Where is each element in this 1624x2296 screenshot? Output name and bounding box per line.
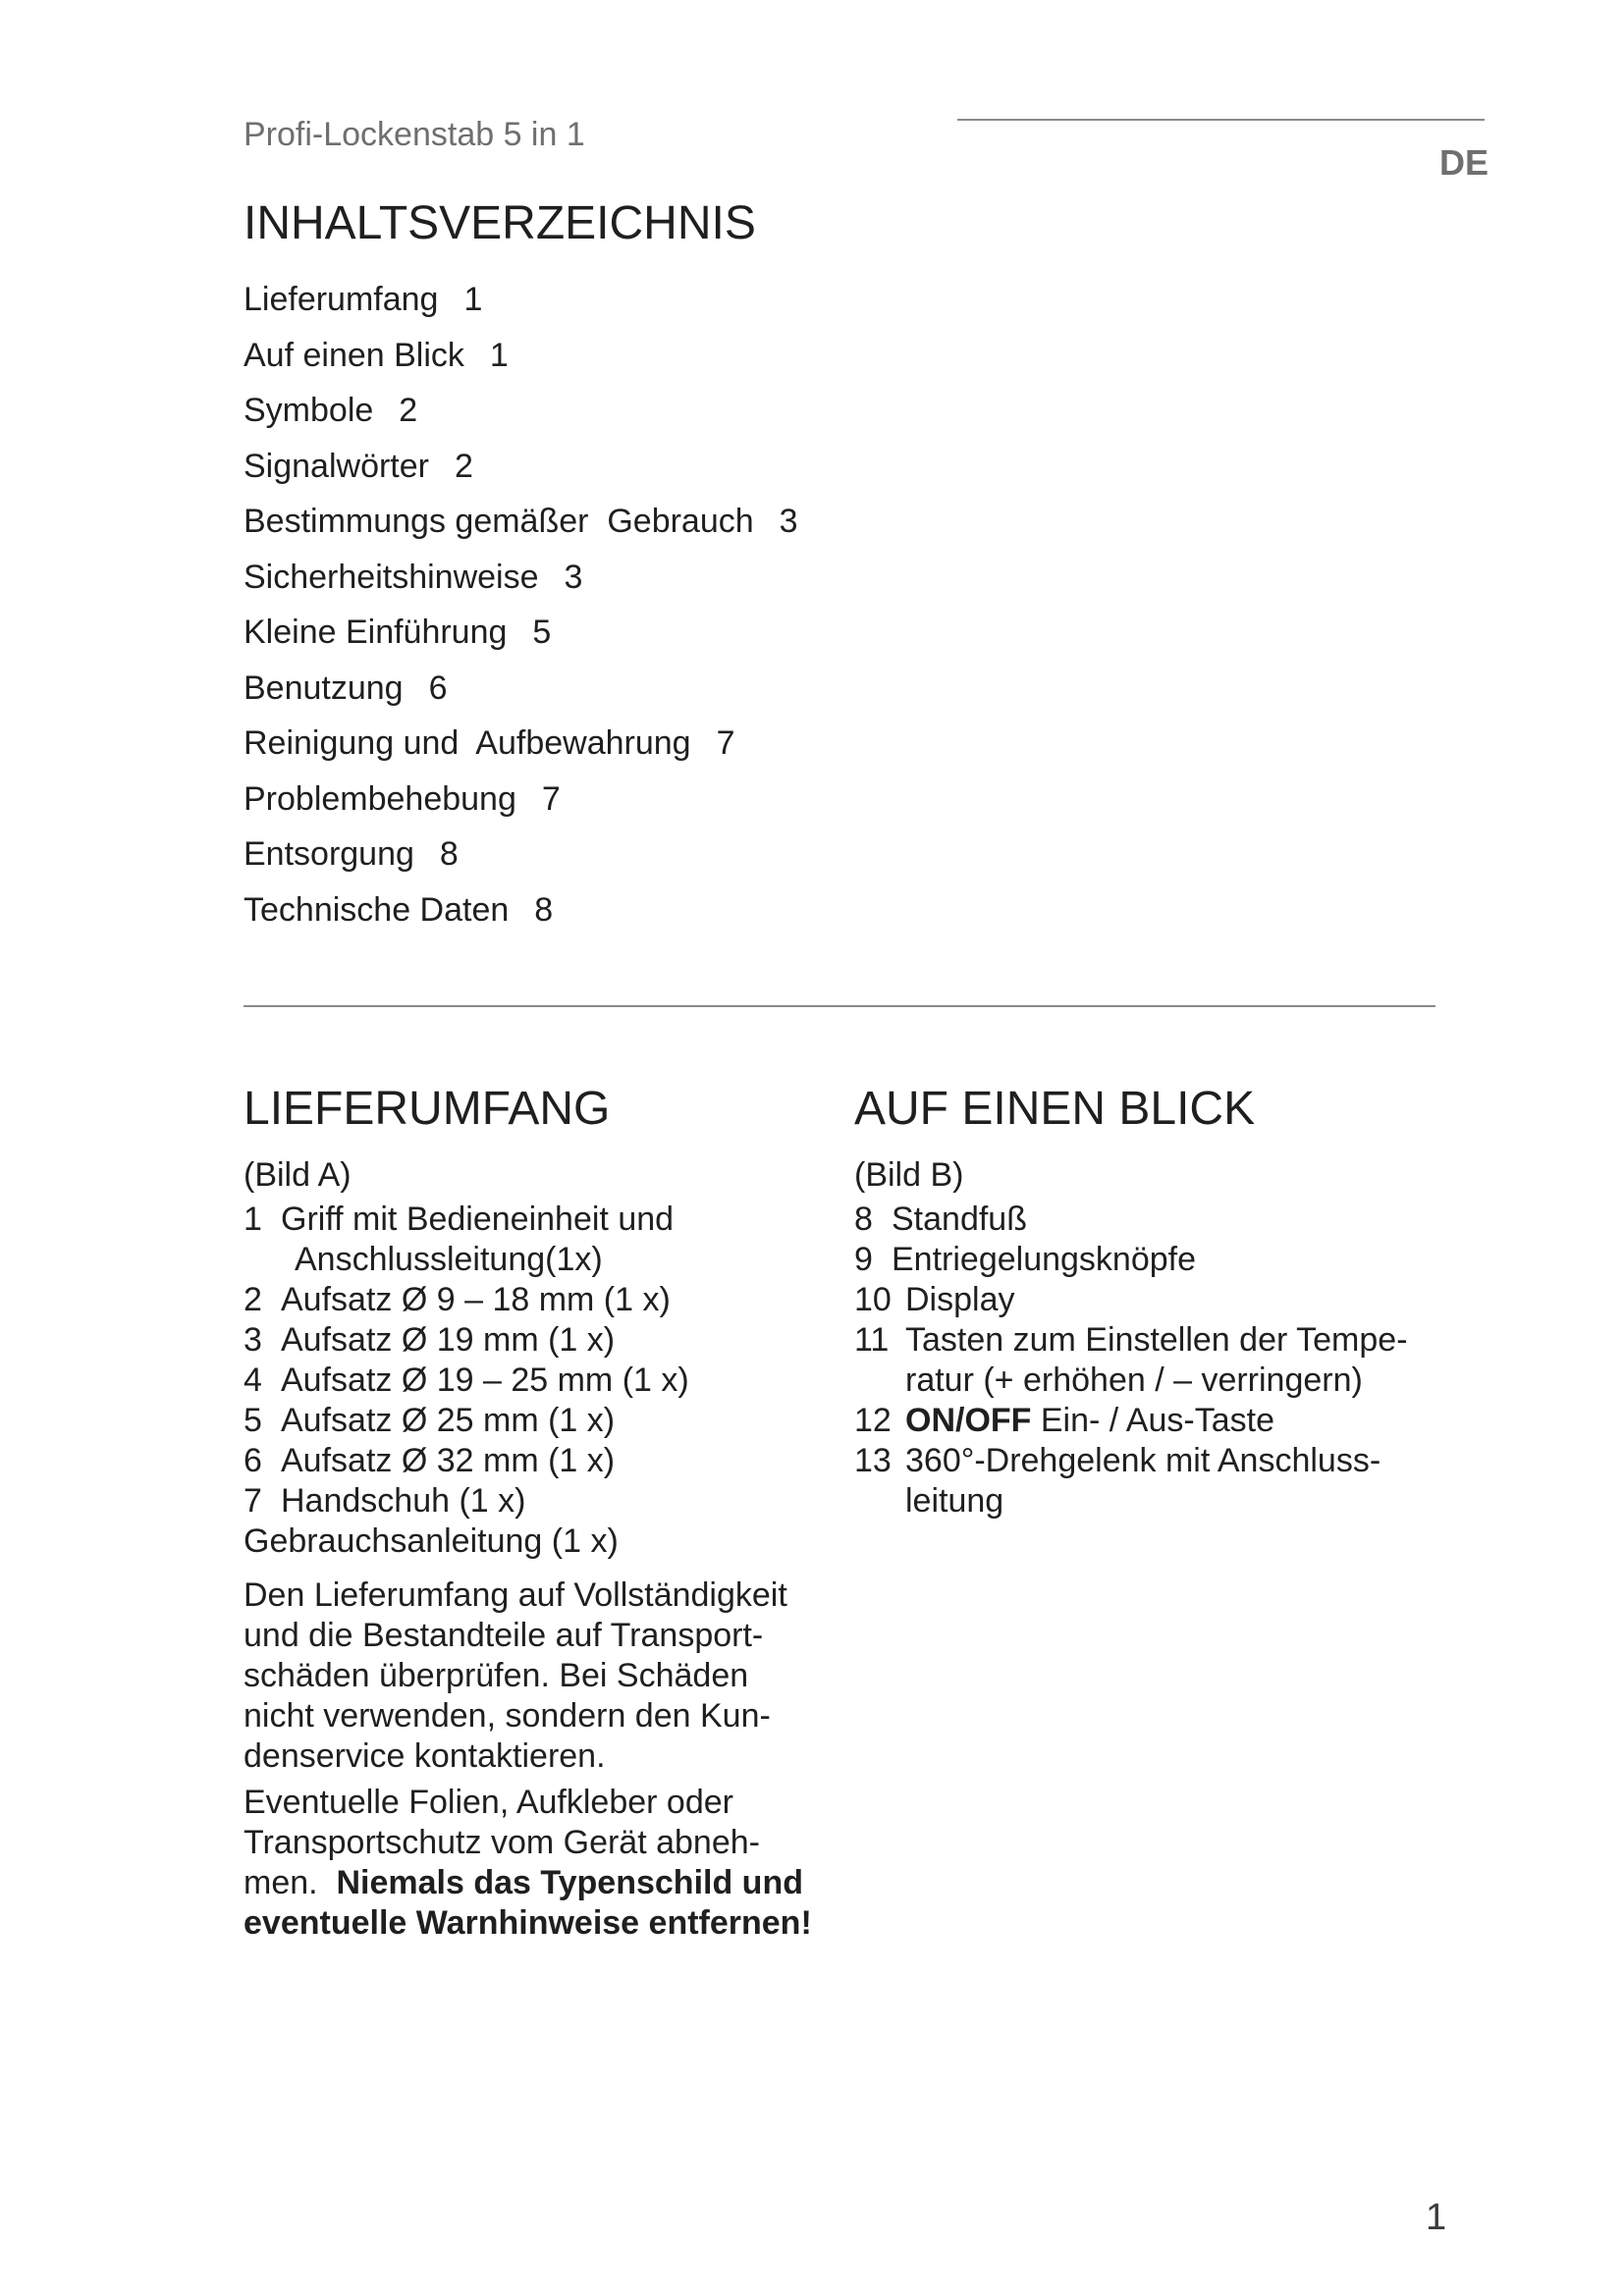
toc-item-problembehebung[interactable]	[244, 774, 1127, 830]
list-item	[854, 1320, 1443, 1401]
list-item	[854, 1441, 1443, 1522]
toc-item-lieferumfang[interactable]	[244, 275, 1127, 331]
item-text: Aufsatz Ø 32 mm (1 x)	[281, 1442, 616, 1479]
item-number: 12	[854, 1402, 892, 1439]
lieferumfang-list	[244, 1200, 813, 1522]
table-of-contents	[244, 275, 1127, 940]
toc-item-label: Symbole	[244, 392, 374, 429]
item-text: Entriegelungsknöpfe	[892, 1241, 1197, 1278]
lieferumfang-section	[244, 1078, 813, 1944]
item-text-continuation: Anschlussleitung(1x)	[295, 1241, 603, 1278]
item-number: 6	[244, 1442, 262, 1479]
toc-item-label: Benutzung	[244, 668, 404, 707]
auf-einen-blick-list	[854, 1200, 1443, 1522]
item-number: 8	[854, 1201, 873, 1238]
toc-item-label: Entsorgung	[244, 835, 414, 873]
toc-item-label: Kleine Einführung	[244, 614, 508, 651]
toc-item-label: Signalwörter	[244, 447, 429, 485]
item-text: Aufsatz Ø 19 – 25 mm (1 x)	[281, 1362, 689, 1399]
toc-item-page: 5	[532, 614, 552, 651]
check-contents-paragraph: Den Lieferumfang auf Vollständigkeit und die Bestandteile auf Transportschäden überprüfen. Bei Schäden nicht verwenden, sondern den Kundenservice kontaktieren.	[244, 1576, 787, 1775]
list-item	[854, 1401, 1443, 1441]
item-text: Griff mit Bedieneinheit und	[281, 1201, 675, 1238]
list-item	[244, 1361, 813, 1401]
list-item	[244, 1481, 813, 1522]
toc-item-page: 6	[428, 668, 448, 707]
auf-einen-blick-figure-ref: (Bild B)	[854, 1156, 964, 1194]
toc-item-page: 3	[564, 558, 583, 596]
toc-item-page: 3	[779, 503, 798, 540]
section-divider	[244, 1005, 1435, 1007]
item-text: Display	[905, 1281, 1015, 1318]
toc-item-reinigung-und-aufbewahrung[interactable]	[244, 719, 1127, 774]
list-item	[854, 1280, 1443, 1320]
toc-item-page: 8	[534, 890, 554, 929]
item-number: 11	[854, 1321, 890, 1359]
item-text: Aufsatz Ø 25 mm (1 x)	[281, 1402, 616, 1439]
lieferumfang-heading: LIEFERUMFANG	[244, 1083, 611, 1135]
list-item	[244, 1200, 813, 1280]
item-text: Handschuh (1 x)	[281, 1482, 526, 1520]
item-text: Aufsatz Ø 19 mm (1 x)	[281, 1321, 616, 1359]
auf-einen-blick-heading: AUF EINEN BLICK	[854, 1083, 1256, 1135]
toc-item-auf-einen-blick[interactable]	[244, 331, 1127, 387]
header-divider	[957, 119, 1485, 121]
lieferumfang-figure-ref: (Bild A)	[244, 1156, 352, 1194]
toc-item-page: 2	[454, 447, 473, 485]
toc-item-bestimmungsgemaesser-gebrauch[interactable]	[244, 497, 1127, 553]
item-number: 9	[854, 1241, 873, 1278]
item-number: 4	[244, 1362, 262, 1399]
list-item	[854, 1240, 1443, 1280]
toc-item-label: Reinigung und Aufbewahrung	[244, 724, 691, 762]
list-item	[244, 1441, 813, 1481]
toc-item-label: Sicherheitshinweise	[244, 558, 539, 596]
item-number: 7	[244, 1482, 262, 1520]
item-number: 3	[244, 1321, 262, 1359]
item-text: Tasten zum Einstellen der Temperatur (+ erhöhen / – verringern)	[905, 1321, 1408, 1399]
item-text: Aufsatz Ø 9 – 18 mm (1 x)	[281, 1281, 671, 1318]
item-number: 5	[244, 1402, 262, 1439]
list-item	[244, 1401, 813, 1441]
page-number: 1	[1426, 2197, 1447, 2238]
auf-einen-blick-section	[854, 1078, 1443, 1522]
manual-included-note: Gebrauchsanleitung (1 x)	[244, 1522, 619, 1560]
item-text-bold: ON/OFF	[905, 1402, 1032, 1439]
toc-item-symbole[interactable]	[244, 386, 1127, 442]
item-number: 1	[244, 1201, 262, 1238]
toc-item-page: 7	[716, 724, 735, 762]
item-number: 10	[854, 1281, 892, 1318]
toc-heading: INHALTSVERZEICHNIS	[244, 197, 756, 249]
item-number: 2	[244, 1281, 262, 1318]
warning-text: Niemals das Typenschild und eventuelle Warnhinweise entfernen!	[244, 1864, 812, 1942]
toc-item-label: Auf einen Blick	[244, 336, 464, 374]
item-text: Standfuß	[892, 1201, 1027, 1238]
item-text: 360°-Drehgelenk mit Anschlussleitung	[905, 1442, 1381, 1520]
item-number: 13	[854, 1442, 892, 1479]
toc-item-sicherheitshinweise[interactable]	[244, 553, 1127, 609]
toc-item-page: 7	[541, 779, 561, 818]
toc-item-benutzung[interactable]	[244, 664, 1127, 720]
toc-item-label: Problembehebung	[244, 779, 516, 818]
list-item	[244, 1280, 813, 1320]
toc-item-technische-daten[interactable]	[244, 885, 1127, 941]
toc-item-page: 8	[439, 835, 459, 873]
toc-item-label: Bestimmungs gemäßer Gebrauch	[244, 503, 754, 540]
remove-films-paragraph	[244, 1783, 813, 1944]
toc-item-signalwoerter[interactable]	[244, 442, 1127, 498]
toc-item-entsorgung[interactable]	[244, 829, 1127, 885]
language-tag: DE	[1439, 142, 1489, 183]
toc-item-kleine-einfuehrung[interactable]	[244, 608, 1127, 664]
toc-item-label: Lieferumfang	[244, 281, 439, 318]
product-title: Profi-Lockenstab 5 in 1	[244, 116, 585, 153]
toc-item-page: 1	[463, 281, 483, 318]
list-item	[854, 1200, 1443, 1240]
list-item	[244, 1320, 813, 1361]
toc-item-label: Technische Daten	[244, 890, 510, 929]
item-text: Ein- / Aus-Taste	[1031, 1402, 1274, 1439]
toc-item-page: 2	[399, 392, 418, 429]
toc-item-page: 1	[489, 336, 509, 374]
remove-films-text: Eventuelle Folien, Aufkleber oder Transportschutz vom Gerät abnehmen.	[244, 1784, 760, 1901]
